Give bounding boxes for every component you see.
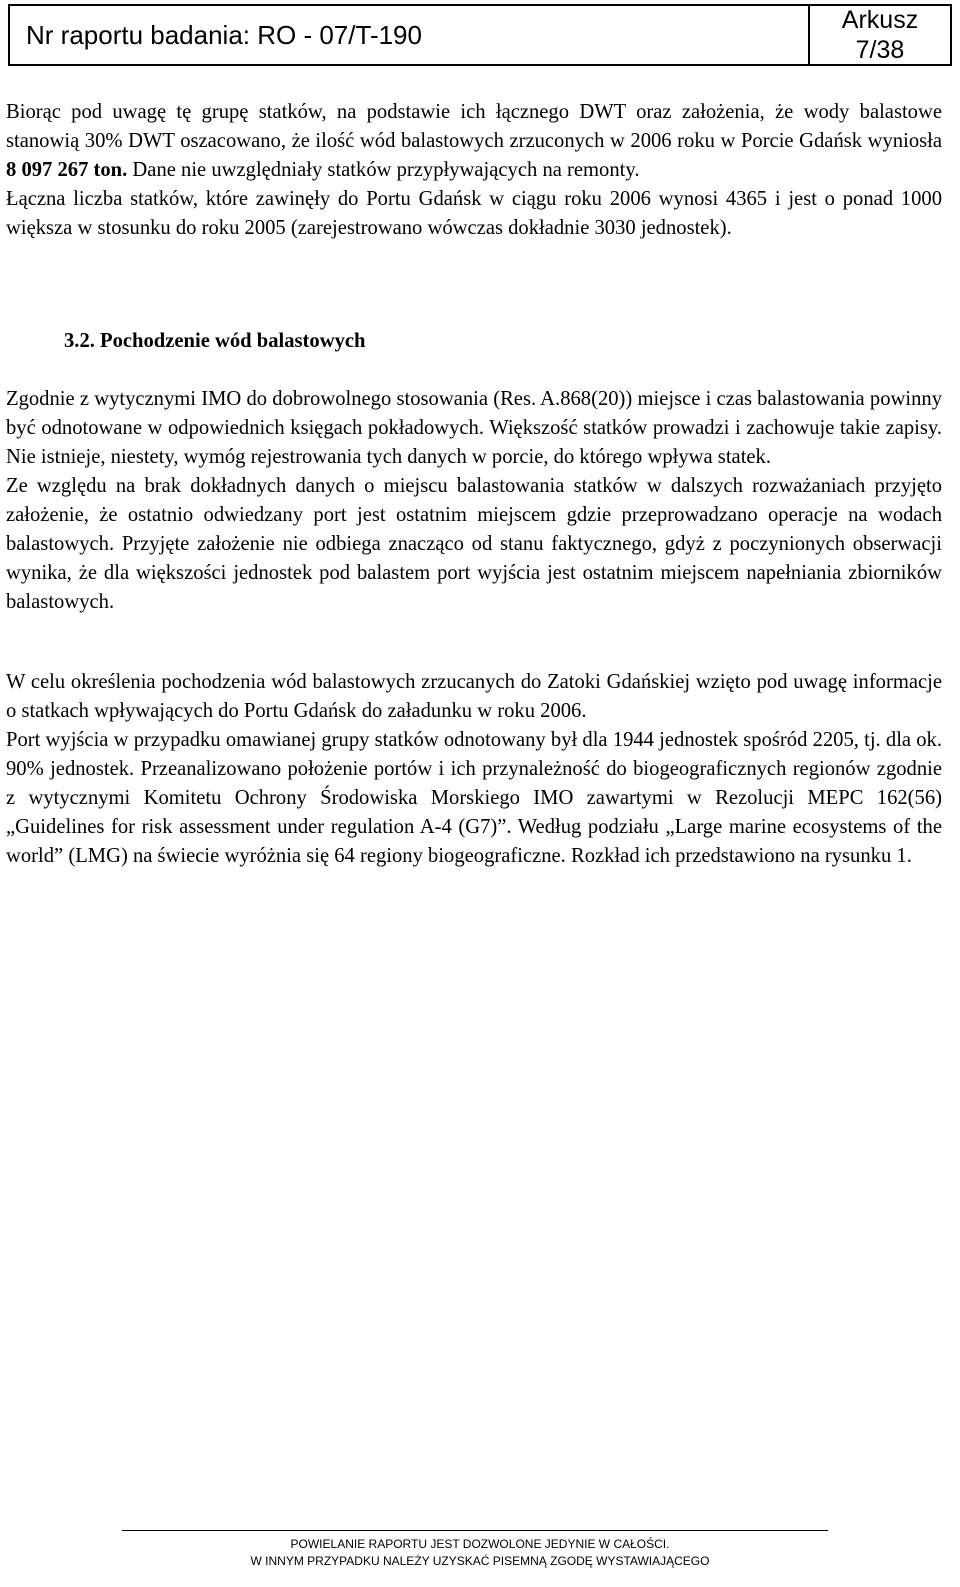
section-heading: 3.2. Pochodzenie wód balastowych [64, 330, 366, 352]
ballast-volume-value: 8 097 267 ton. [6, 159, 128, 181]
paragraph-origin-purpose: W celu określenia pochodzenia wód balastowych zrzucanych do Zatoki Gdańskiej wzięto pod uwagę informacje o statkach wpływających do Portu Gdańsk do załadunku w roku 2006. [6, 671, 942, 722]
origin-block [6, 668, 942, 871]
paragraph-departure-ports: Port wyjścia w przypadku omawianej grupy statków odnotowany był dla 1944 jednostek spośród 2205, tj. dla ok. 90% jednostek. Przeanalizowano położenie portów i ich przynależność do biogeograficznych regionów zgodnie z wytycznymi Komitetu Ochrony Środowiska Morskiego IMO zawartymi w Rezolucji MEPC 162(56) „Guidelines for risk assessment under regulation A-4 (G7)”. Według podziału „Large marine ecosystems of the world” (LMG) na świecie wyróżnia się 64 regiony biogeograficzne. Rozkład ich przedstawiono na rysunku 1. [6, 729, 942, 867]
footer-line-1: POWIELANIE RAPORTU JEST DOZWOLONE JEDYNIE W CAŁOŚCI. [290, 1537, 670, 1551]
page-footer [0, 1536, 960, 1570]
footer-line-2: W INNYM PRZYPADKU NALEŻY UZYSKAĆ PISEMNĄ ZGODĘ WYSTAWIAJĄCEGO [250, 1554, 710, 1568]
report-header [8, 4, 952, 66]
report-number-cell [10, 6, 810, 64]
sheet-number: 7/38 [855, 36, 905, 64]
paragraph-ship-count: Łączna liczba statków, które zawinęły do Portu Gdańsk w ciągu roku 2006 wynosi 4365 i jest o ponad 1000 większa w stosunku do roku 2005 (zarejestrowano wówczas dokładnie 3030 jednostek). [6, 188, 942, 239]
footer-divider [122, 1530, 828, 1531]
paragraph-imo-guidelines: Zgodnie z wytycznymi IMO do dobrowolnego stosowania (Res. A.868(20)) miejsce i czas balastowania powinny być odnotowane w odpowiednich księgach pokładowych. Większość statków prowadzi i zachowuje takie zapisy. Nie istnieje, niestety, wymóg rejestrowania tych danych w porcie, do którego wpływa statek. [6, 388, 942, 468]
paragraph-assumption: Ze względu na brak dokładnych danych o miejscu balastowania statków w dalszych rozważaniach przyjęto założenie, że ostatnio odwiedzany port jest ostatnim miejscem gdzie przeprowadzano operacje na wodach balastowych. Przyjęte założenie nie odbiega znacząco od stanu faktycznego, gdyż z poczynionych obserwacji wynika, że dla większości jednostek pod balastem port wyjścia jest ostatnim miejscem napełniania zbiorników balastowych. [6, 475, 942, 613]
sheet-label: Arkusz [841, 6, 919, 34]
imo-guidelines-block [6, 385, 942, 617]
paragraph-ballast-volume: Biorąc pod uwagę tę grupę statków, na podstawie ich łącznego DWT oraz założenia, że wody balastowe stanowią 30% DWT oszacowano, że ilość wód balastowych zrzuconych w 2006 roku w Porcie Gdańsk wyniosła 8 097 267 ton. Dane nie uwzględniały statków przypływających na remonty. [6, 101, 942, 181]
intro-block [6, 98, 942, 243]
report-number: Nr raportu badania: RO - 07/T-190 [26, 19, 422, 50]
sheet-cell [810, 6, 950, 64]
